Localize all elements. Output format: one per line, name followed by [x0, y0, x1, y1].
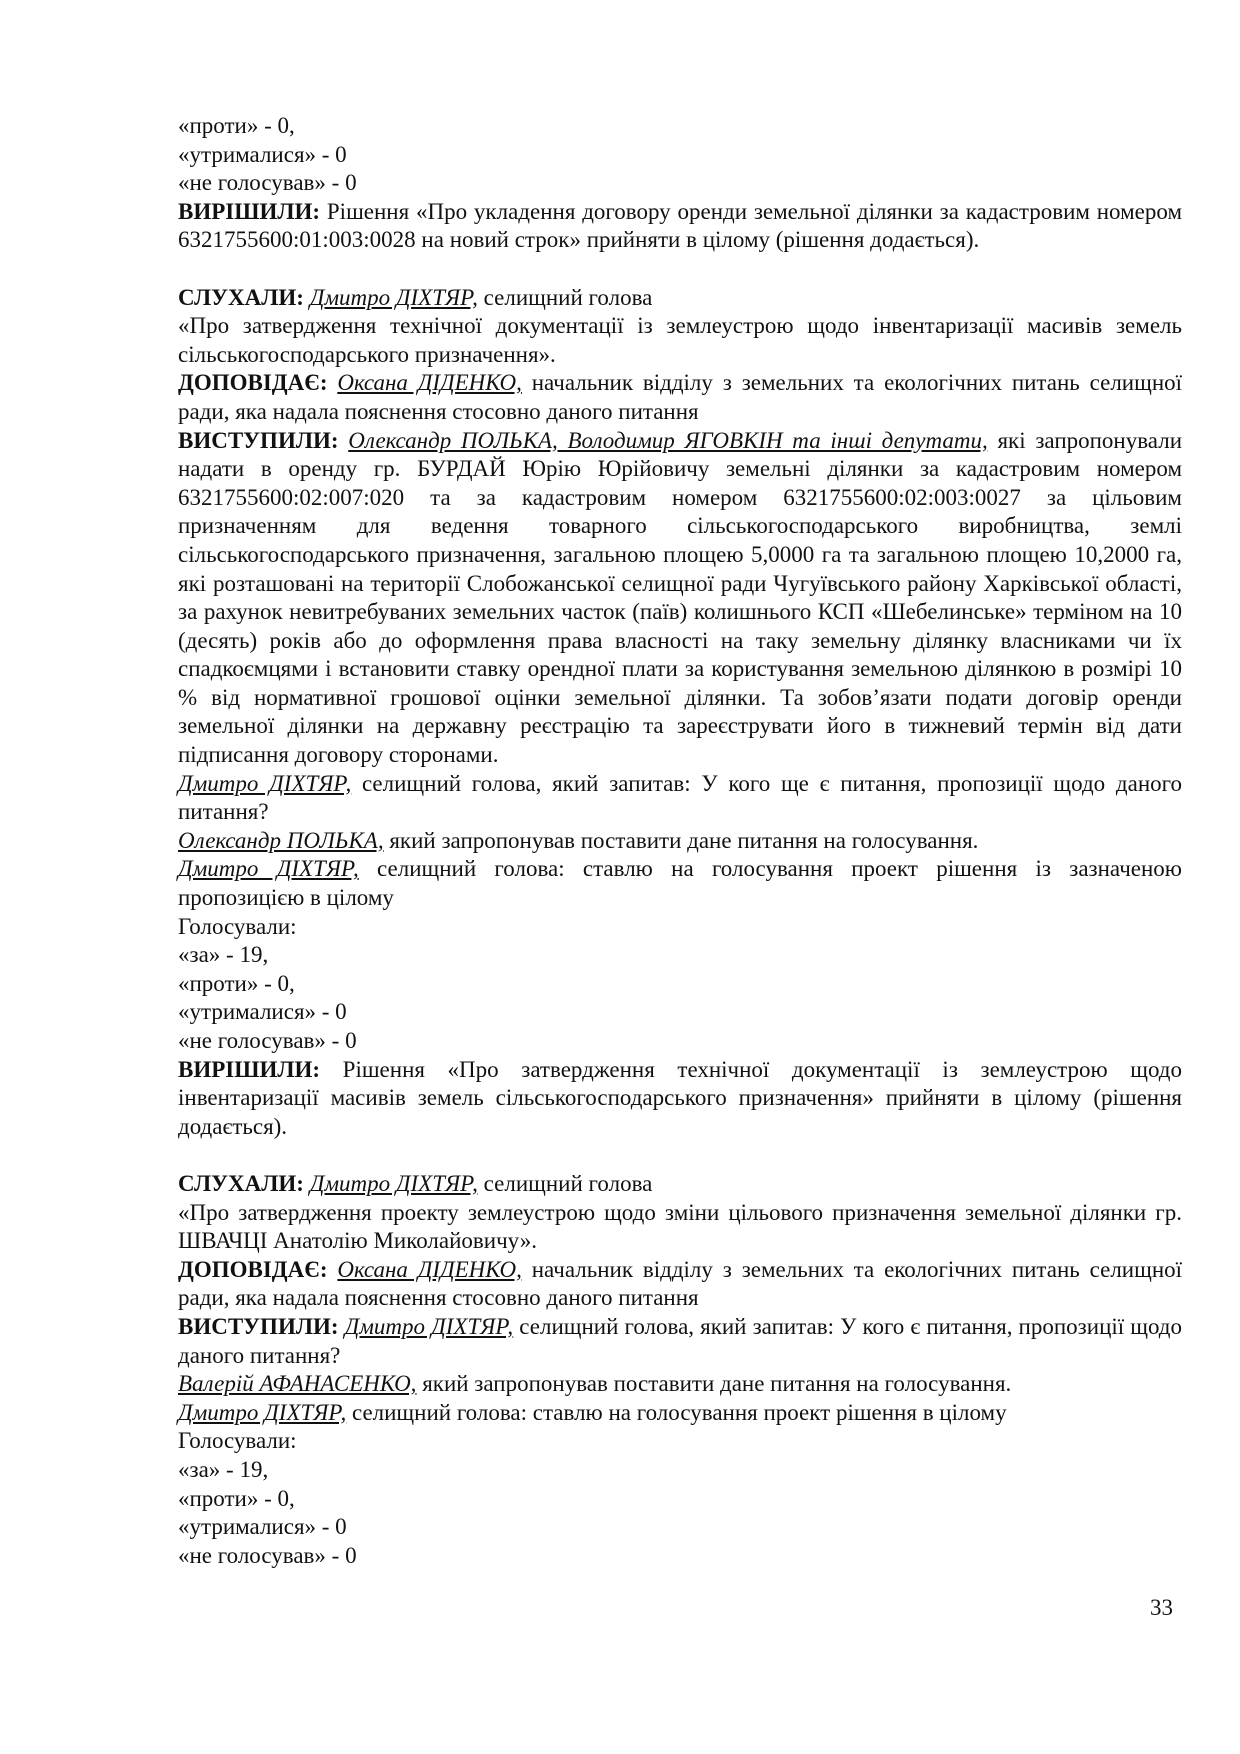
heard-paragraph: [178, 1170, 1182, 1199]
voted-heading: Голосували:: [178, 1428, 297, 1454]
vote-against: «проти» - 0,: [178, 113, 295, 138]
spoke-names: Олександр ПОЛЬКА, Володимир ЯГОВКІН та інші депутати,: [348, 427, 988, 453]
voted-heading: Голосували:: [178, 913, 297, 939]
document-page: [178, 112, 1182, 1570]
proposal-text: який запропонував поставити дане питання на голосування.: [383, 827, 979, 853]
proposal-paragraph: [178, 827, 1182, 856]
spoke-label: ВИСТУПИЛИ:: [178, 427, 339, 453]
spoke-text: які запропонували надати в оренду гр. БУРДАЙ Юрію Юрійовичу земельні ділянки за кадастровим номером 6321755600:02:007:020 та за кадастровим номером 6321755600:02:003:0027 за цільовим призначенням для ведення товарного сільськогосподарського виробництва, землі сільськогосподарського призначення, загальною площею 5,0000 га та загальною площею 10,2000 га, які розташовані на території Слобожанської селищної ради Чугуївського району Харківської області, за рахунок невитребуваних земельних часток (паїв) колишнього КСП «Шебелинське» терміном на 10 (десять) років або до оформлення права власності на таку земельну ділянку власниками чи їх спадкоємцями і встановити ставку орендної плати за користування земельною ділянкою в розмірі 10 % від нормативної грошової оцінки земельної ділянки. Та зобов’язати подати договір оренди земельної ділянки на державну реєстрацію та зареєструвати його в тижневий термін від дати підписання договору сторонами.: [178, 427, 1182, 768]
question-name: Дмитро ДІХТЯР,: [178, 770, 352, 796]
put-to-vote-name: Дмитро ДІХТЯР,: [178, 856, 359, 882]
report-name: Оксана ДІДЕНКО,: [337, 370, 522, 396]
vote-against: «проти» - 0,: [178, 1485, 295, 1511]
topic-paragraph: «Про затвердження проекту землеустрою щодо зміни цільового призначення земельної ділянки гр. ШВАЧЦІ Анатолію Миколайовичу».: [178, 1199, 1182, 1254]
decision-label: ВИРІШИЛИ:: [178, 1056, 321, 1082]
heard-name: Дмитро ДІХТЯР,: [309, 284, 478, 310]
report-text: начальник відділу з земельних та екологічних питань селищної ради, яка надала пояснення стосовно даного питання: [178, 1256, 1183, 1311]
heard-label: СЛУХАЛИ:: [178, 284, 304, 310]
spacer: [178, 255, 1182, 284]
report-text: начальник відділу з земельних та екологічних питань селищної ради, яка надала пояснення стосовно даного питання: [178, 370, 1183, 424]
topic-paragraph: «Про затвердження технічної документації із землеустрою щодо інвентаризації масивів земель сільськогосподарського призначення».: [178, 313, 1182, 367]
heard-role: селищний голова: [477, 1170, 653, 1196]
spoke-text: селищний голова, який запитав: У кого є питання, пропозиції щодо даного питання?: [178, 1313, 1182, 1368]
vote-abstained: «утрималися» - 0: [178, 141, 347, 167]
page-number: 33: [1150, 1595, 1173, 1620]
vote-against: «проти» - 0,: [178, 970, 295, 996]
vote-not-voted: «не голосував» - 0: [178, 1542, 357, 1568]
report-paragraph: [178, 1256, 1182, 1313]
proposal-paragraph: [178, 1370, 1182, 1399]
put-to-vote-name: Дмитро ДІХТЯР,: [178, 1399, 347, 1425]
report-label: ДОПОВІДАЄ:: [178, 370, 328, 396]
decision-text: Рішення «Про укладення договору оренди земельної ділянки за кадастровим номером 6321755600:01:003:0028 на новий строк» прийняти в цілому (рішення додається).: [178, 198, 1182, 253]
report-label: ДОПОВІДАЄ:: [178, 1256, 328, 1282]
proposal-text: який запропонував поставити дане питання на голосування.: [416, 1371, 1012, 1397]
vote-abstained: «утрималися» - 0: [178, 999, 347, 1025]
spoke-names: Дмитро ДІХТЯР,: [344, 1313, 514, 1339]
proposal-name: Валерій АФАНАСЕНКО,: [178, 1371, 417, 1397]
put-to-vote-text: селищний голова: ставлю на голосування проект рішення в цілому: [346, 1399, 1007, 1425]
put-to-vote-paragraph: [178, 1399, 1182, 1428]
heard-role: селищний голова: [477, 284, 653, 310]
decision-text: Рішення «Про затвердження технічної документації із землеустрою щодо інвентаризації масивів земель сільськогосподарського призначення» прийняти в цілому (рішення додається).: [178, 1056, 1182, 1139]
vote-abstained: «утрималися» - 0: [178, 1514, 347, 1540]
spoke-paragraph: [178, 1313, 1182, 1370]
vote-for: «за» - 19,: [178, 942, 269, 968]
spacer: [178, 1141, 1182, 1170]
question-paragraph: [178, 770, 1182, 827]
heard-label: СЛУХАЛИ:: [178, 1170, 304, 1196]
decision-label: ВИРІШИЛИ:: [178, 198, 321, 224]
vote-for: «за» - 19,: [178, 1456, 269, 1482]
vote-not-voted: «не голосував» - 0: [178, 1028, 357, 1053]
heard-paragraph: [178, 284, 1182, 313]
report-paragraph: [178, 369, 1182, 426]
put-to-vote-text: селищний голова: ставлю на голосування проект рішення із зазначеною пропозицією в цілому: [178, 856, 1182, 911]
put-to-vote-paragraph: [178, 855, 1182, 912]
heard-name: Дмитро ДІХТЯР,: [309, 1170, 478, 1196]
vote-not-voted: «не голосував» - 0: [178, 170, 357, 196]
proposal-name: Олександр ПОЛЬКА,: [178, 827, 384, 853]
spoke-label: ВИСТУПИЛИ:: [178, 1313, 339, 1339]
decision-paragraph: [178, 198, 1182, 255]
spoke-paragraph: [178, 427, 1182, 770]
decision-paragraph: [178, 1056, 1182, 1142]
report-name: Оксана ДІДЕНКО,: [337, 1256, 522, 1282]
question-text: селищний голова, який запитав: У кого ще є питання, пропозиції щодо даного питання?: [178, 770, 1183, 825]
